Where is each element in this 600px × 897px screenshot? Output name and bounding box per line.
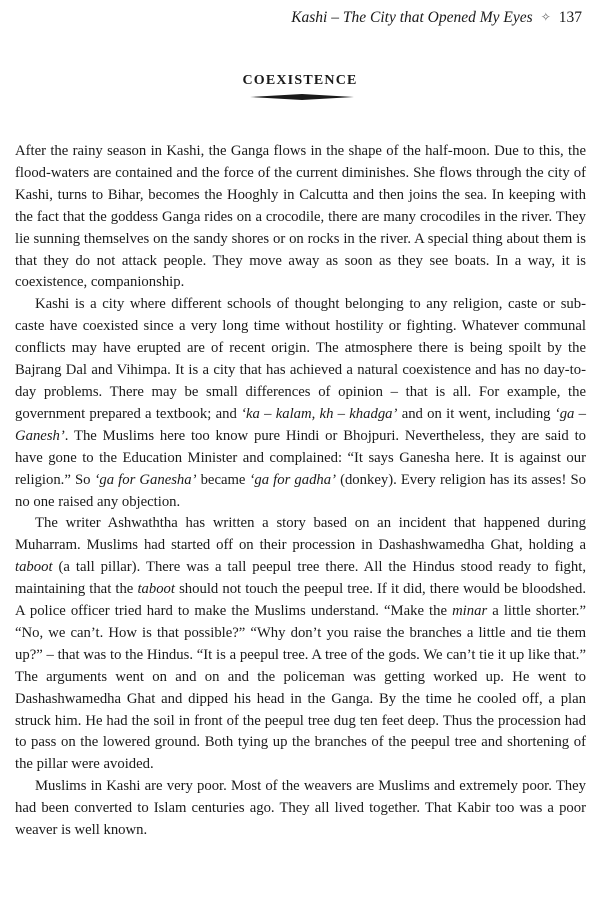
text-run: The writer Ashwaththa has written a story based on an incident that happened during Muharram. Muslims had started off on their procession in Dashashwamedha Ghat, holding a [15,515,586,554]
paragraph [15,776,586,842]
italic-text-run: taboot [15,559,53,576]
paragraph [15,141,586,294]
text-run: (a tall pillar). There was a tall peepul tree there. All the Hindus stood ready to fight, maintaining that the [15,559,586,598]
page-number: 137 [558,9,582,26]
italic-text-run: ‘ka – kalam, kh – khadga’ [241,405,398,422]
italic-text-run: minar [452,603,488,620]
text-run: . The Muslims here too know pure Hindi or Bhojpuri. Nevertheless, they are said to have gone to the Education Minister and complained: “It says Ganesha here. It is against our religion.” So [15,427,586,488]
running-header-title: Kashi – The City that Opened My Eyes [291,9,533,26]
italic-text-run: ‘ga for gadha’ [249,471,336,488]
paragraph [15,513,586,776]
running-header [0,6,582,28]
section-heading: COEXISTENCE [242,73,358,88]
italic-text-run: ‘ga – Ganesh’ [15,405,586,444]
text-run: became [196,471,250,488]
ornament-icon: ✧ [540,10,551,24]
text-run: should not touch the peepul tree. If it did, there would be bloodshed. A police officer tried hard to make the Muslims understand. “Make the [15,581,586,620]
text-run: Muslims in Kashi are very poor. Most of the weavers are Muslims and extremely poor. They had been converted to Islam centuries ago. They all lived together. That Kabir too was a poor weaver is well known. [15,778,586,839]
italic-text-run: taboot [137,581,175,598]
paragraph [15,294,586,513]
text-run: a little shorter.” “No, we can’t. How is that possible?” “Why don’t you raise the branches a little and tie them up?” – that was to the Hindus. “It is a peepul tree. A tree of the gods. We can’t tie it up like that.” The arguments went on and on and the policeman was getting worked up. He went to Dashashwamedha Ghat and dipped his head in the Ganga. By the time he cooled off, a plan struck him. He had the soil in front of the peepul tree dug ten feet deep. Thus the procession had to pass on the lowered ground. Both tying up the branches of the peepul tree and shortening of the pillar were avoided. [15,603,587,773]
body-text [15,141,586,842]
text-run: and on it went, including [397,405,555,422]
text-run: Kashi is a city where different schools of thought belonging to any religion, caste or sub-caste have coexisted since a very long time without hostility or fighting. Whatever communal conflicts may have erupted are of recent origin. The atmosphere there is being spoilt by the Bajrang Dal and Vihimpa. It is a city that has achieved a natural coexistence and has no day-to-day problems. There may be small differences of opinion – that is all. For example, the government prepared a textbook; and [15,296,586,422]
text-run: (donkey). Every religion has its asses! So no one raised any objection. [15,471,586,510]
heading-rule-ornament [250,93,354,101]
italic-text-run: ‘ga for Ganesha’ [94,471,197,488]
text-run: After the rainy season in Kashi, the Ganga flows in the shape of the half-moon. Due to this, the flood-waters are contained and the force of the current diminishes. She flows through the city of Kashi, turns to Bihar, becomes the Hooghly in Calcutta and then joins the sea. In keeping with the fact that the goddess Ganga rides on a crocodile, there are many crocodiles in the river. They lie sunning themselves on the sandy shores or on rocks in the river. A special thing about them is that they do not attack people. They move away as soon as they see boats. In a way, it is coexistence, companionship. [15,143,586,291]
